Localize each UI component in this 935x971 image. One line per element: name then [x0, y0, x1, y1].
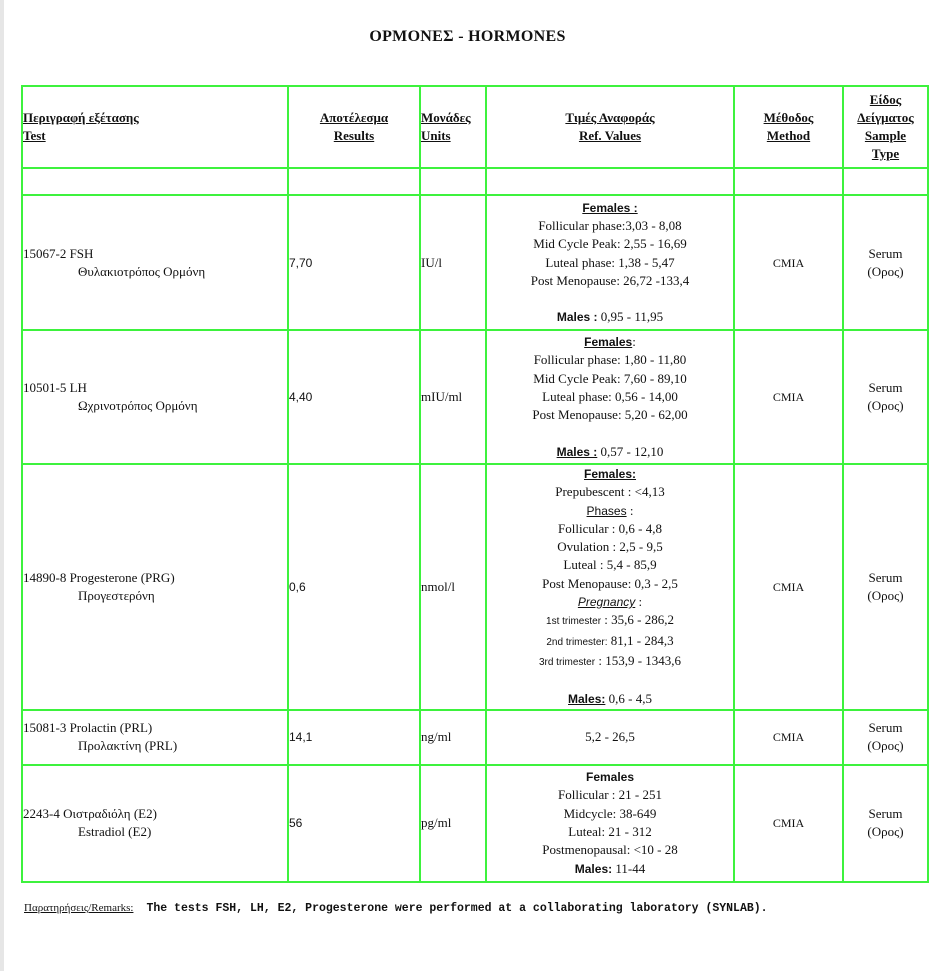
spacer-row — [22, 168, 928, 195]
result-value: 0,6 — [288, 464, 420, 710]
test-name-greek: Ωχρινοτρόπος Ορμόνη — [78, 398, 198, 413]
remarks-label: Παρατηρήσεις/Remarks: — [24, 902, 134, 914]
sample-type: Serum (Ορος) — [843, 195, 928, 330]
test-name-english: Estradiol (E2) — [78, 824, 152, 840]
test-code: 15067-2 FSH — [23, 245, 94, 261]
ref-values-cell: Females : Follicular phase:3,03 - 8,08 Mid Cycle Peak: 2,55 - 16,69 Luteal phase: 1,38 - 5,47 Post Menopause: 26,72 -133,4 Males : 0,95 - 11,95 — [486, 195, 734, 330]
header-ref-values: Τιμές Αναφοράς Ref. Values — [486, 86, 734, 168]
unit-value: ng/ml — [420, 710, 486, 765]
unit-value: nmol/l — [420, 464, 486, 710]
method-value: CMIA — [734, 195, 843, 330]
method-value: CMIA — [734, 710, 843, 765]
ref-values-cell: 5,2 - 26,5 — [486, 710, 734, 765]
ref-values-cell: Females: Follicular phase: 1,80 - 11,80 Mid Cycle Peak: 7,60 - 89,10 Luteal phase: 0,56 - 14,00 Post Menopause: 5,20 - 62,00 Males : 0,57 - 12,10 — [486, 330, 734, 464]
table-row — [22, 710, 928, 765]
table-row — [22, 464, 928, 710]
ref-values-cell: Females Follicular : 21 - 251 Midcycle: 38-649 Luteal: 21 - 312 Postmenopausal: <10 - 28 Males: 11-44 — [486, 765, 734, 882]
header-method: Μέθοδος Method — [734, 86, 843, 168]
table-row — [22, 765, 928, 882]
header-sample-type: Είδος Δείγματος Sample Type — [843, 86, 928, 168]
table-row — [22, 195, 928, 330]
test-code: 10501-5 LH — [23, 380, 87, 395]
header-results: Αποτέλεσμα Results — [288, 86, 420, 168]
test-code: 14890-8 Progesterone (PRG) — [23, 569, 175, 585]
remarks-text: The tests FSH, LH, E2, Progesterone were performed at a collaborating laboratory (SYNLAB). — [146, 902, 768, 915]
test-name-greek: Προλακτίνη (PRL) — [78, 738, 178, 754]
header-test: Περιγραφή εξέτασης Test — [22, 86, 288, 168]
test-name-cell — [22, 195, 288, 330]
remarks — [24, 900, 768, 915]
test-name-greek: Θυλακιοτρόπος Ορμόνη — [78, 263, 206, 279]
sample-type: Serum (Ορος) — [843, 464, 928, 710]
header-units: Μονάδες Units — [420, 86, 486, 168]
unit-value: mIU/ml — [420, 330, 486, 464]
sample-type: Serum (Ορος) — [843, 330, 928, 464]
test-code: 2243-4 Οιστραδιόλη (E2) — [23, 806, 157, 822]
method-value: CMIA — [734, 765, 843, 882]
test-name-greek: Προγεστερόνη — [78, 587, 155, 603]
test-code: 15081-3 Prolactin (PRL) — [23, 720, 153, 736]
test-name-cell — [22, 464, 288, 710]
result-value: 4,40 — [288, 330, 420, 464]
table-header-row — [22, 86, 928, 168]
test-name-cell — [22, 765, 288, 882]
result-value: 14,1 — [288, 710, 420, 765]
sample-type: Serum (Ορος) — [843, 765, 928, 882]
hormones-table — [21, 85, 929, 883]
sample-type: Serum (Ορος) — [843, 710, 928, 765]
unit-value: pg/ml — [420, 765, 486, 882]
result-value: 7,70 — [288, 195, 420, 330]
result-value: 56 — [288, 765, 420, 882]
method-value: CMIA — [734, 464, 843, 710]
page-edge — [0, 0, 4, 971]
test-name-cell — [22, 330, 288, 464]
unit-value: IU/l — [420, 195, 486, 330]
method-value: CMIA — [734, 330, 843, 464]
page-title: ΟΡΜΟΝΕΣ - HORMONES — [369, 28, 566, 45]
test-name-cell — [22, 710, 288, 765]
table-row — [22, 330, 928, 464]
ref-values-cell: Females: Prepubescent : <4,13 Phases : Follicular : 0,6 - 4,8 Ovulation : 2,5 - 9,5 Luteal : 5,4 - 85,9 Post Menopause: 0,3 - 2,5 Pregnancy : 1st trimester : 35,6 - 286,2 2nd trimester: 81,1 - 284,3 3rd trimester : 153,9 - 1343,6 Males: 0,6 - 4,5 — [486, 464, 734, 710]
